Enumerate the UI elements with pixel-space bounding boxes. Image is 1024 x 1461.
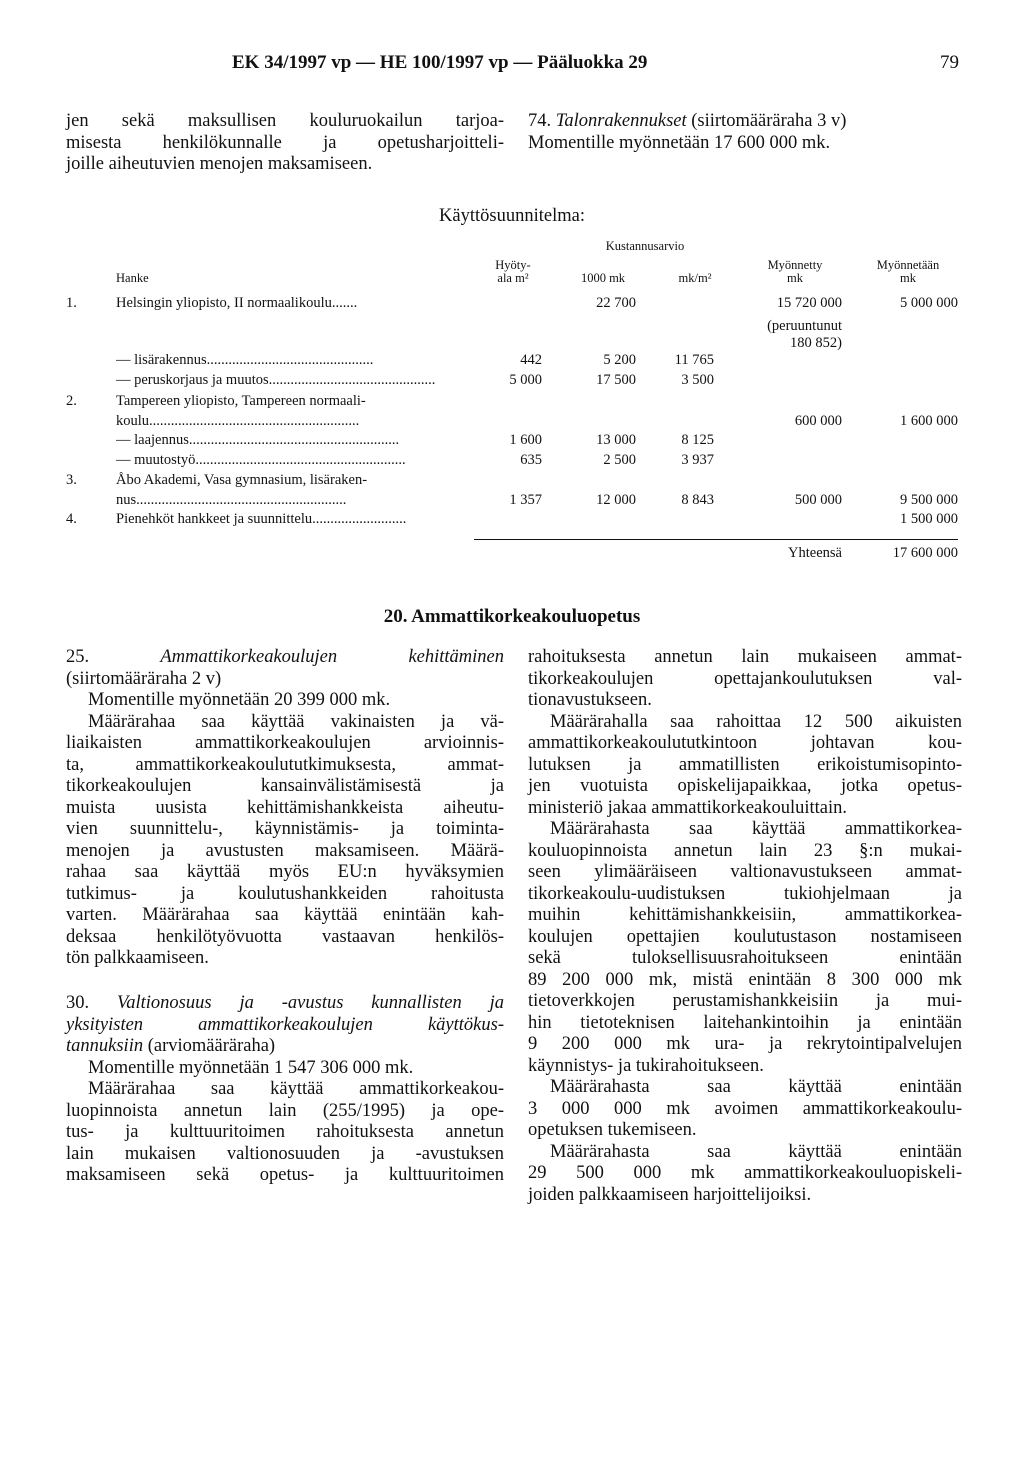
right-column bbox=[528, 647, 962, 1206]
item-title: Talonrakennukset bbox=[555, 111, 687, 131]
item-number: 30. bbox=[66, 993, 90, 1013]
row-granted: 600 000 bbox=[794, 413, 842, 429]
text-line: Määrärahasta saa käyttää enintään bbox=[550, 1077, 962, 1097]
section-title: 20. Ammattikorkeakouluopetus bbox=[383, 606, 641, 627]
table-row bbox=[0, 295, 1024, 313]
item-25 bbox=[66, 647, 504, 970]
text-line: menojen ja avustusten maksamiseen. Määrä- bbox=[66, 840, 504, 861]
row-note: (peruuntunut bbox=[767, 318, 842, 334]
row-project-text: koulu bbox=[116, 413, 150, 429]
row-to-grant: 9 500 000 bbox=[900, 492, 958, 508]
table-row bbox=[0, 393, 1024, 431]
row-cost: 13 000 bbox=[596, 432, 636, 448]
table-row bbox=[0, 472, 1024, 510]
col-cost-group: Kustannusarvio bbox=[605, 239, 685, 253]
row-number: 4. bbox=[66, 511, 77, 527]
row-number: 1. bbox=[66, 295, 77, 311]
text-line: tön palkkaamiseen. bbox=[66, 948, 209, 968]
row-cost: 5 200 bbox=[603, 352, 636, 368]
row-project: Helsingin yliopisto, II normaalikoulu....... bbox=[116, 295, 358, 311]
row-project-text: — lisärakennus bbox=[116, 352, 207, 368]
text-line: jen vuotuista opiskelijapaikkaa, jotka opetus- bbox=[528, 776, 962, 796]
text-line: opetuksen tukemiseen. bbox=[528, 1120, 697, 1140]
row-to-grant: 1 600 000 bbox=[900, 413, 958, 429]
row-cost: 2 500 bbox=[603, 452, 636, 468]
row-project-cont: koulu.......................................................... bbox=[116, 413, 360, 429]
item-number: 25. bbox=[66, 647, 90, 667]
text-line: Määrärahalla saa rahoittaa 12 500 aikuisten bbox=[550, 711, 962, 732]
text-line: jen sekä maksullisen kouluruokailun tarjoa- bbox=[66, 111, 504, 131]
row-note: 180 852) bbox=[790, 335, 842, 351]
col-cost-per-m2: mk/m² bbox=[678, 271, 712, 285]
col-granted bbox=[750, 259, 840, 285]
row-to-grant: 5 000 000 bbox=[900, 295, 958, 311]
text-line: tus- ja kulttuuritoimen rahoituksesta annetun bbox=[66, 1122, 504, 1142]
text-line: tionavustukseen. bbox=[528, 690, 652, 710]
text-line: tietoverkkojen perustamishankkeisiin ja mui- bbox=[528, 991, 962, 1011]
text-line: tikorkeakoulujen opettajankoulutuksen val- bbox=[528, 668, 962, 689]
row-area: 5 000 bbox=[509, 372, 542, 388]
text-line: hin tietoteknisen laitehankintoihin ja enintään bbox=[528, 1012, 962, 1033]
row-number: 2. bbox=[66, 393, 77, 409]
row-per-m2: 8 125 bbox=[681, 432, 714, 448]
row-per-m2: 11 765 bbox=[674, 352, 714, 368]
item-type: (siirtomääräraha 3 v) bbox=[691, 111, 847, 131]
row-to-grant: 1 500 000 bbox=[900, 511, 958, 527]
row-project: — laajennus.......................................................... bbox=[116, 432, 400, 448]
table-title: Käyttösuunnitelma: bbox=[439, 206, 585, 226]
col-project: Hanke bbox=[116, 271, 149, 285]
text-line: Määrärahasta saa käyttää ammattikorkea- bbox=[550, 819, 962, 839]
text-line: kouluopinnoista annetun lain 23 §:n mukai- bbox=[528, 840, 962, 861]
item-grant: Momentille myönnetään 17 600 000 mk. bbox=[528, 132, 831, 153]
text-line: 3 000 000 mk avoimen ammattikorkeakoulu- bbox=[528, 1098, 962, 1119]
row-project-text: — muutostyö bbox=[116, 452, 196, 468]
row-project: — muutostyö.......................................................... bbox=[116, 452, 406, 468]
text-line: tikorkeakoulujen kansainvälistämisestä ja bbox=[66, 776, 504, 796]
row-area: 442 bbox=[520, 352, 542, 368]
row-per-m2: 3 937 bbox=[681, 452, 714, 468]
col-area-bottom: ala m² bbox=[497, 271, 529, 285]
row-area: 1 357 bbox=[509, 492, 542, 508]
row-cost: 12 000 bbox=[596, 492, 636, 508]
row-project-cont: nus.......................................................... bbox=[116, 492, 347, 508]
row-granted: 15 720 000 bbox=[776, 295, 842, 311]
text-line: ministeriö jakaa ammattikorkeakouluittain. bbox=[528, 797, 848, 818]
text-line: joille aiheutuvien menojen maksamiseen. bbox=[66, 154, 373, 174]
text-line: vien suunnittelu-, käynnistämis- ja toiminta- bbox=[66, 819, 504, 839]
col-area-top: Hyöty- bbox=[495, 258, 531, 272]
continuation-paragraph bbox=[66, 111, 504, 176]
page-number: 79 bbox=[940, 52, 959, 73]
text-line: seen ylimääräiseen valtionavustukseen ammat- bbox=[528, 862, 962, 882]
row-project-text: Pienehköt hankkeet ja suunnittelu bbox=[116, 511, 313, 527]
col-cost-total: 1000 mk bbox=[580, 271, 626, 285]
item-title: Ammattikorkeakoulujen kehittäminen bbox=[160, 647, 504, 667]
col-granted-bottom: mk bbox=[787, 271, 803, 285]
row-project: Åbo Akademi, Vasa gymnasium, lisäraken- bbox=[116, 472, 368, 488]
text-line: 89 200 000 mk, mistä enintään 8 300 000 mk bbox=[528, 969, 962, 990]
item-30 bbox=[66, 993, 504, 1187]
row-project-text: nus bbox=[116, 492, 137, 508]
col-to-grant-top: Myönnetään bbox=[876, 258, 940, 272]
text-line: liaikaisten ammattikorkeakoulujen arvioinnis- bbox=[66, 733, 504, 753]
text-line: muista uusista kehittämishankkeista aiheutu- bbox=[66, 797, 504, 818]
item-74 bbox=[528, 111, 968, 154]
text-line: tikorkeakoulu-uudistuksen tukiohjelmaan ja bbox=[528, 883, 962, 904]
row-cost: 17 500 bbox=[596, 372, 636, 388]
text-line: 29 500 000 mk ammattikorkeakouluopiskeli- bbox=[528, 1163, 962, 1183]
text-line: Määrärahaa saa käyttää ammattikorkeakou- bbox=[88, 1079, 504, 1099]
row-area: 1 600 bbox=[509, 432, 542, 448]
row-per-m2: 3 500 bbox=[681, 372, 714, 388]
row-per-m2: 8 843 bbox=[681, 492, 714, 508]
item-title: tannuksiin bbox=[66, 1036, 144, 1056]
row-area: 635 bbox=[520, 452, 542, 468]
table-row bbox=[0, 452, 1024, 470]
col-area bbox=[478, 259, 548, 285]
table-row bbox=[0, 352, 1024, 370]
text-line: joiden palkkaamiseen harjoittelijoiksi. bbox=[528, 1184, 812, 1205]
row-project: — peruskorjaus ja muutos.............................................. bbox=[116, 372, 436, 388]
table-divider bbox=[474, 539, 958, 540]
running-title: EK 34/1997 vp — HE 100/1997 vp — Pääluokka 29 bbox=[232, 52, 648, 73]
row-cost: 22 700 bbox=[596, 295, 636, 311]
row-project-text: — peruskorjaus ja muutos bbox=[116, 372, 269, 388]
item-type: (arviomääräraha) bbox=[147, 1036, 276, 1056]
total-value: 17 600 000 bbox=[892, 545, 958, 561]
text-line: koulujen opettajien koulutustason nostamiseen bbox=[528, 926, 962, 947]
item-title: yksityisten ammattikorkeakoulujen käyttökus- bbox=[66, 1014, 504, 1035]
total-label: Yhteensä bbox=[788, 545, 842, 561]
item-type: (siirtomääräraha 2 v) bbox=[66, 668, 222, 689]
col-to-grant bbox=[858, 259, 958, 285]
text-line: ta, ammattikorkeakoulututkimuksesta, ammat- bbox=[66, 754, 504, 775]
text-line: misesta henkilökunnalle ja opetusharjoitteli- bbox=[66, 132, 504, 153]
item-number: 74. bbox=[528, 111, 552, 131]
item-title: Valtionosuus ja -avustus kunnallisten ja bbox=[117, 993, 504, 1013]
text-line: sekä tuloksellisuusrahoitukseen enintään bbox=[528, 948, 962, 968]
table-row bbox=[0, 511, 1024, 529]
row-project-text: Helsingin yliopisto, II normaalikoulu bbox=[116, 295, 332, 311]
text-line: luopinnoista annetun lain (255/1995) ja ope- bbox=[66, 1100, 504, 1121]
table-row bbox=[0, 432, 1024, 450]
text-line: Määrärahaa saa käyttää vakinaisten ja vä- bbox=[88, 711, 504, 732]
text-line: lutuksen ja ammatillisten erikoistumisopinto- bbox=[528, 754, 962, 775]
text-line: käynnistys- ja tukirahoitukseen. bbox=[528, 1055, 764, 1076]
table-row bbox=[0, 372, 1024, 390]
text-line: deksaa henkilötyövuotta vastaavan henkilös- bbox=[66, 926, 504, 947]
row-project: — lisärakennus.............................................. bbox=[116, 352, 374, 368]
col-to-grant-bottom: mk bbox=[900, 271, 916, 285]
text-line: 9 200 000 mk ura- ja rekrytointipalvelujen bbox=[528, 1034, 962, 1054]
text-line: varten. Määrärahaa saa käyttää enintään kah- bbox=[66, 905, 504, 925]
text-line: ammattikorkeakoulututkintoon johtavan kou- bbox=[528, 733, 962, 753]
item-grant: Momentille myönnetään 1 547 306 000 mk. bbox=[88, 1057, 414, 1078]
row-project-text: — laajennus bbox=[116, 432, 189, 448]
row-project: Pienehköt hankkeet ja suunnittelu.......................... bbox=[116, 511, 407, 527]
text-line: maksamiseen sekä opetus- ja kulttuuritoimen bbox=[66, 1165, 504, 1185]
row-project: Tampereen yliopisto, Tampereen normaali- bbox=[116, 393, 366, 409]
item-grant: Momentille myönnetään 20 399 000 mk. bbox=[88, 690, 391, 710]
text-line: rahaa saa käyttää myös EU:n hyväksymien bbox=[66, 862, 504, 882]
text-line: rahoituksesta annetun lain mukaiseen ammat- bbox=[528, 647, 962, 667]
running-header bbox=[0, 52, 1024, 82]
text-line: lain mukaisen valtionosuuden ja -avustuksen bbox=[66, 1143, 504, 1164]
col-granted-top: Myönnetty bbox=[767, 258, 823, 272]
text-line: tutkimus- ja koulutushankkeiden rahoitusta bbox=[66, 883, 504, 904]
row-granted: 500 000 bbox=[794, 492, 842, 508]
text-line: Määrärahasta saa käyttää enintään bbox=[550, 1141, 962, 1162]
text-line: muihin kehittämishankkeisiin, ammattikorkea- bbox=[528, 905, 962, 925]
row-number: 3. bbox=[66, 472, 77, 488]
